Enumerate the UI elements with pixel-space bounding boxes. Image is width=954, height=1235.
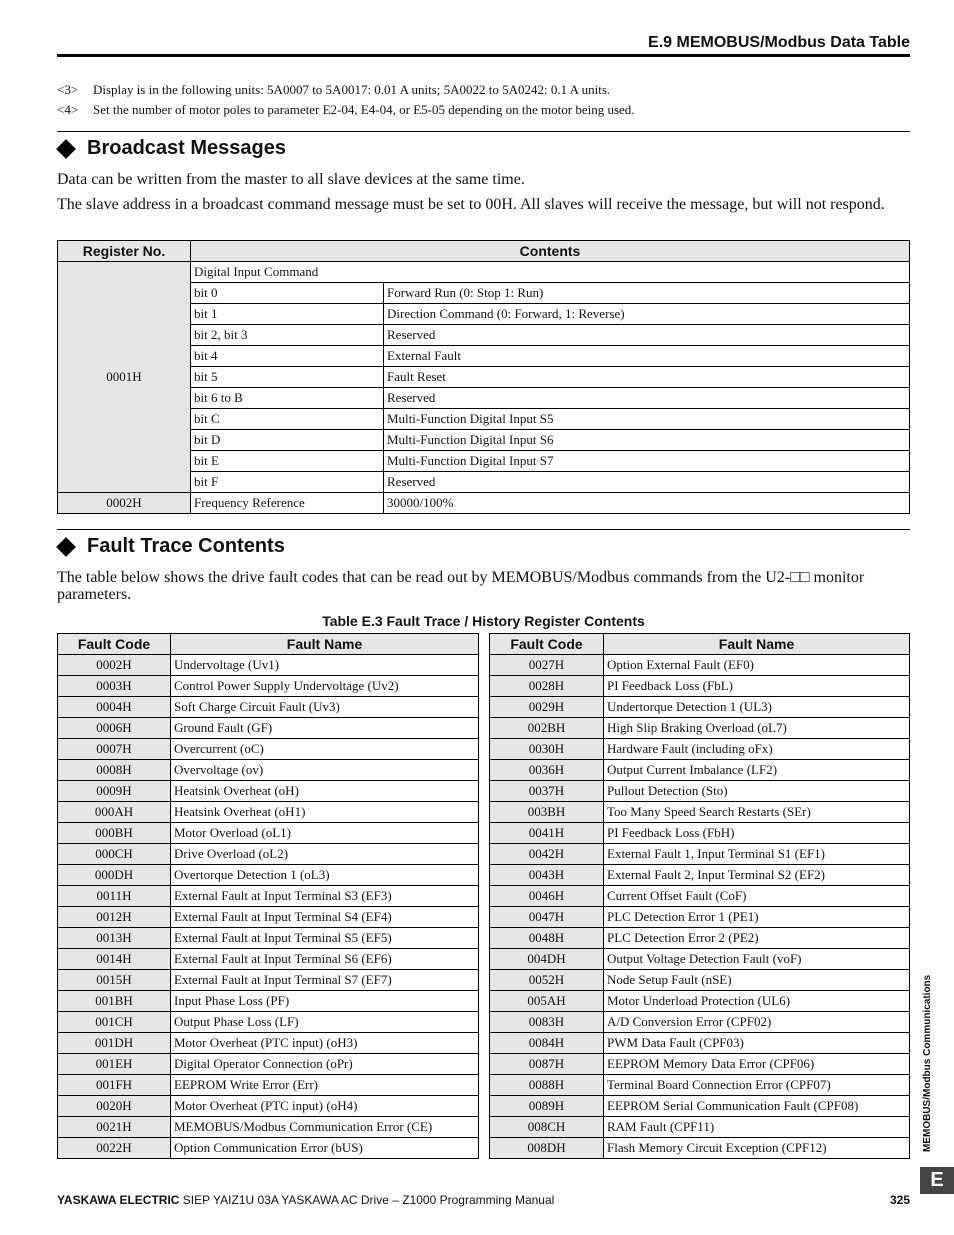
bit-description: Direction Command (0: Forward, 1: Reverse) [384,304,910,325]
table-header-row [490,634,910,655]
fault-name: Node Setup Fault (nSE) [604,970,910,991]
fault-name: Overvoltage (ov) [171,760,479,781]
column-header: Register No. [58,241,191,262]
bit-label: bit 2, bit 3 [191,325,384,346]
fault-name: Output Phase Loss (LF) [171,1012,479,1033]
fault-name: MEMOBUS/Modbus Communication Error (CE) [171,1117,479,1138]
footer-brand: YASKAWA ELECTRIC [57,1193,180,1207]
fault-name: Current Offset Fault (CoF) [604,886,910,907]
table-row [490,1117,910,1138]
bit-label: bit 6 to B [191,388,384,409]
fault-code: 0007H [58,739,171,760]
fault-name: External Fault at Input Terminal S7 (EF7) [171,970,479,991]
table-row [58,1138,479,1159]
fault-name: Too Many Speed Search Restarts (SEr) [604,802,910,823]
table-row [58,781,479,802]
fault-name: Option Communication Error (bUS) [171,1138,479,1159]
fault-code: 0020H [58,1096,171,1117]
fault-code: 001DH [58,1033,171,1054]
register-value: 30000/100% [384,493,910,514]
bit-label: bit C [191,409,384,430]
fault-name: Flash Memory Circuit Exception (CPF12) [604,1138,910,1159]
fault-name: PI Feedback Loss (FbH) [604,823,910,844]
fault-code: 0009H [58,781,171,802]
fault-name: Overtorque Detection 1 (oL3) [171,865,479,886]
fault-code: 0043H [490,865,604,886]
column-header: Fault Code [58,634,171,655]
table-row [58,970,479,991]
fault-code: 0052H [490,970,604,991]
fault-code: 0084H [490,1033,604,1054]
bit-description: External Fault [384,346,910,367]
fault-code: 002BH [490,718,604,739]
section-heading-fault-trace [57,535,285,558]
table-row [58,718,479,739]
fault-code: 0087H [490,1054,604,1075]
footnote-text: Set the number of motor poles to parameter E2-04, E4-04, or E5-05 depending on the motor being used. [93,102,635,117]
fault-code: 001CH [58,1012,171,1033]
fault-name: Input Phase Loss (PF) [171,991,479,1012]
table-header-row [58,241,910,262]
fault-name: Pullout Detection (Sto) [604,781,910,802]
fault-code: 0036H [490,760,604,781]
table-row [58,1075,479,1096]
table-row [58,655,479,676]
footer-doc-title: SIEP YAIZ1U 03A YASKAWA AC Drive – Z1000 Programming Manual [179,1193,555,1207]
fault-name: External Fault at Input Terminal S6 (EF6) [171,949,479,970]
fault-code: 001BH [58,991,171,1012]
fault-name: Heatsink Overheat (oH1) [171,802,479,823]
fault-code: 0008H [58,760,171,781]
bit-label: bit 5 [191,367,384,388]
fault-code: 0042H [490,844,604,865]
table-row [490,781,910,802]
table-row [490,1012,910,1033]
table-row [58,907,479,928]
fault-code: 000AH [58,802,171,823]
fault-name: Overcurrent (oC) [171,739,479,760]
paragraph: Data can be written from the master to all slave devices at the same time. [57,171,525,188]
fault-code: 0029H [490,697,604,718]
fault-name: EEPROM Serial Communication Fault (CPF08) [604,1096,910,1117]
paragraph: The table below shows the drive fault codes that can be read out by MEMOBUS/Modbus commands from the U2-□□ monitor parameters. [57,569,865,603]
table-row [490,844,910,865]
page-footer [57,1193,910,1207]
table-row [490,1075,910,1096]
column-header: Contents [191,241,910,262]
section-title: Broadcast Messages [87,137,286,159]
table-header-row [58,634,479,655]
fault-code: 0021H [58,1117,171,1138]
fault-code: 0012H [58,907,171,928]
fault-name: Terminal Board Connection Error (CPF07) [604,1075,910,1096]
fault-code: 0037H [490,781,604,802]
fault-code-table-left [57,633,479,1159]
table-row [58,1012,479,1033]
fault-code: 0041H [490,823,604,844]
table-row [58,823,479,844]
column-header: Fault Name [171,634,479,655]
fault-name: Soft Charge Circuit Fault (Uv3) [171,697,479,718]
header-rule [57,54,910,57]
table-row [490,970,910,991]
fault-name: External Fault 2, Input Terminal S2 (EF2) [604,865,910,886]
fault-name: Option External Fault (EF0) [604,655,910,676]
fault-name: A/D Conversion Error (CPF02) [604,1012,910,1033]
table-row [58,676,479,697]
bit-label: bit F [191,472,384,493]
footnote-number: <3> [57,82,79,97]
table-row [490,1138,910,1159]
fault-name: Output Current Imbalance (LF2) [604,760,910,781]
bit-label: bit 1 [191,304,384,325]
fault-code: 0011H [58,886,171,907]
table-row [490,991,910,1012]
fault-code: 000DH [58,865,171,886]
fault-name: EEPROM Write Error (Err) [171,1075,479,1096]
broadcast-register-table [57,240,910,514]
table-row [490,1096,910,1117]
table-caption: Table E.3 Fault Trace / History Register Contents [322,613,645,629]
column-header: Fault Name [604,634,910,655]
fault-name: Motor Overheat (PTC input) (oH3) [171,1033,479,1054]
fault-code: 0004H [58,697,171,718]
table-row [490,676,910,697]
fault-name: Ground Fault (GF) [171,718,479,739]
fault-code: 000CH [58,844,171,865]
bit-description: Reserved [384,325,910,346]
section-rule [57,529,910,530]
fault-code: 008DH [490,1138,604,1159]
fault-name: PWM Data Fault (CPF03) [604,1033,910,1054]
table-row [58,739,479,760]
table-row [58,1054,479,1075]
page-number: 325 [889,1193,910,1207]
fault-name: External Fault at Input Terminal S3 (EF3) [171,886,479,907]
fault-name: Digital Operator Connection (oPr) [171,1054,479,1075]
table-row [490,697,910,718]
register-title: Digital Input Command [191,262,910,283]
table-row [58,697,479,718]
fault-code: 0089H [490,1096,604,1117]
fault-code: 0002H [58,655,171,676]
table-row [58,760,479,781]
table-row [490,907,910,928]
fault-code-table-right [489,633,910,1159]
table-row [58,991,479,1012]
table-row [58,262,910,283]
diamond-bullet-icon [56,537,76,557]
bit-description: Forward Run (0: Stop 1: Run) [384,283,910,304]
register-number: 0002H [58,493,191,514]
fault-name: Drive Overload (oL2) [171,844,479,865]
bit-description: Multi-Function Digital Input S6 [384,430,910,451]
fault-name: Motor Underload Protection (UL6) [604,991,910,1012]
table-row [58,886,479,907]
fault-code: 0030H [490,739,604,760]
bit-description: Multi-Function Digital Input S5 [384,409,910,430]
footnote-text: Display is in the following units: 5A0007 to 5A0017: 0.01 A units; 5A0022 to 5A0242: 0.1 A units. [93,82,611,97]
fault-name: RAM Fault (CPF11) [604,1117,910,1138]
section-heading-broadcast [57,137,286,160]
fault-code: 0003H [58,676,171,697]
fault-name: Heatsink Overheat (oH) [171,781,479,802]
fault-name: Motor Overload (oL1) [171,823,479,844]
table-row [490,823,910,844]
fault-code: 0013H [58,928,171,949]
table-row [490,928,910,949]
footnote [57,100,635,120]
bit-label: bit 4 [191,346,384,367]
footnote-number: <4> [57,102,79,117]
fault-name: External Fault 1, Input Terminal S1 (EF1) [604,844,910,865]
table-row [490,1054,910,1075]
table-row [490,760,910,781]
register-number: 0001H [58,262,191,493]
fault-code: 004DH [490,949,604,970]
fault-name: Hardware Fault (including oFx) [604,739,910,760]
table-row [58,1117,479,1138]
fault-name: PLC Detection Error 1 (PE1) [604,907,910,928]
side-tab-text: MEMOBUS/Modbus Communications [922,974,933,1152]
table-row [490,802,910,823]
fault-code: 008CH [490,1117,604,1138]
bit-description: Reserved [384,472,910,493]
column-header: Fault Code [490,634,604,655]
section-title: Fault Trace Contents [87,535,285,557]
paragraph: The slave address in a broadcast command message must be set to 00H. All slaves will receive the message, but will not respond. [57,196,885,213]
table-row [490,718,910,739]
fault-code: 001EH [58,1054,171,1075]
bit-description: Fault Reset [384,367,910,388]
bit-description: Reserved [384,388,910,409]
fault-code: 005AH [490,991,604,1012]
fault-code: 0047H [490,907,604,928]
table-row [58,949,479,970]
bit-description: Multi-Function Digital Input S7 [384,451,910,472]
fault-code: 0022H [58,1138,171,1159]
fault-name: External Fault at Input Terminal S5 (EF5) [171,928,479,949]
fault-code: 0088H [490,1075,604,1096]
table-row [490,865,910,886]
fault-name: PI Feedback Loss (FbL) [604,676,910,697]
bit-label: bit D [191,430,384,451]
fault-name: PLC Detection Error 2 (PE2) [604,928,910,949]
table-row [58,865,479,886]
table-row [490,655,910,676]
table-row [490,1033,910,1054]
footnotes [57,80,635,120]
fault-code: 0046H [490,886,604,907]
footnote [57,80,635,100]
table-row [58,1033,479,1054]
fault-code: 003BH [490,802,604,823]
diamond-bullet-icon [56,139,76,159]
bit-label: bit E [191,451,384,472]
table-row [58,928,479,949]
fault-code: 0083H [490,1012,604,1033]
fault-code: 001FH [58,1075,171,1096]
section-rule [57,131,910,132]
register-name: Frequency Reference [191,493,384,514]
page-header-title: E.9 MEMOBUS/Modbus Data Table [648,34,910,51]
fault-name: Control Power Supply Undervoltage (Uv2) [171,676,479,697]
fault-code: 0027H [490,655,604,676]
chapter-tab: E [920,1167,954,1194]
table-row [490,949,910,970]
table-row [58,844,479,865]
fault-name: High Slip Braking Overload (oL7) [604,718,910,739]
fault-name: Output Voltage Detection Fault (voF) [604,949,910,970]
fault-name: Motor Overheat (PTC input) (oH4) [171,1096,479,1117]
fault-code: 0015H [58,970,171,991]
fault-code: 0014H [58,949,171,970]
table-row [490,886,910,907]
fault-name: EEPROM Memory Data Error (CPF06) [604,1054,910,1075]
table-row [58,493,910,514]
fault-name: External Fault at Input Terminal S4 (EF4) [171,907,479,928]
table-row [58,802,479,823]
fault-code: 0028H [490,676,604,697]
footer-doc-info [57,1193,554,1207]
fault-code: 0006H [58,718,171,739]
table-row [490,739,910,760]
table-row [58,1096,479,1117]
bit-label: bit 0 [191,283,384,304]
side-tab-label [922,974,948,1152]
fault-code: 000BH [58,823,171,844]
fault-name: Undervoltage (Uv1) [171,655,479,676]
fault-name: Undertorque Detection 1 (UL3) [604,697,910,718]
fault-code: 0048H [490,928,604,949]
